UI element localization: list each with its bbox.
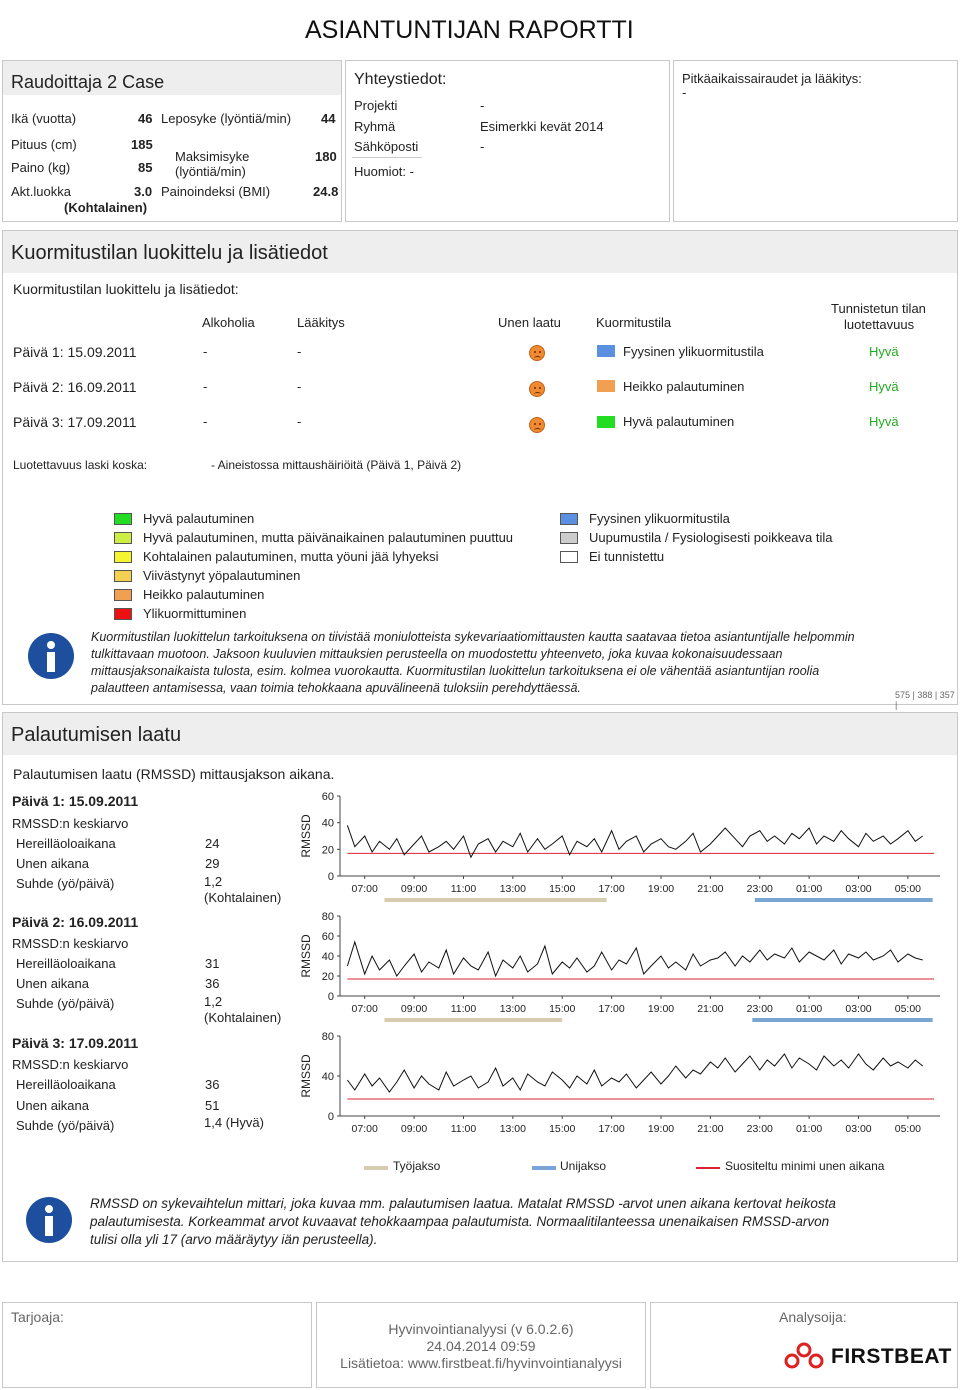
- activity-label: Akt.luokka: [11, 184, 71, 199]
- legend-label: Fyysinen ylikuormitustila: [589, 511, 730, 526]
- col-state: Kuormitustila: [596, 315, 672, 330]
- x-tick-label: 21:00: [697, 1003, 724, 1015]
- x-tick-label: 01:00: [795, 1003, 823, 1015]
- x-tick-label: 23:00: [746, 883, 773, 895]
- x-tick-label: 01:00: [795, 1123, 823, 1135]
- state-color-swatch: [597, 380, 615, 392]
- row-state: Heikko palautuminen: [623, 379, 745, 394]
- sleep-value: 51: [205, 1098, 220, 1113]
- ratio-label: Suhde (yö/päivä): [16, 1118, 115, 1133]
- contact-title: Yhteystiedot:: [354, 71, 447, 88]
- x-tick-label: 03:00: [845, 883, 872, 895]
- awake-label: Hereilläoloaikana: [16, 1077, 116, 1092]
- x-tick-label: 21:00: [697, 883, 724, 895]
- legend-swatch: [114, 513, 132, 525]
- ratio-label: Suhde (yö/päivä): [16, 876, 115, 891]
- y-tick-label: 0: [327, 871, 334, 883]
- notes: Huomiot: -: [354, 164, 414, 179]
- x-tick-label: 19:00: [647, 1003, 675, 1015]
- state-color-swatch: [597, 345, 615, 357]
- ratio-value: 1,4 (Hyvä): [204, 1115, 264, 1130]
- legend-label: Hyvä palautuminen: [143, 511, 255, 526]
- firstbeat-logo-text: FIRSTBEAT: [831, 1345, 952, 1368]
- legend-min-line: [696, 1167, 720, 1169]
- rest-hr-label: Leposyke (lyöntiä/min): [161, 111, 292, 126]
- x-tick-label: 17:00: [598, 1123, 625, 1135]
- project-value: -: [480, 98, 485, 113]
- y-tick-label: 40: [321, 951, 334, 963]
- weight-label: Paino (kg): [11, 160, 71, 175]
- x-tick-label: 13:00: [499, 1123, 526, 1135]
- sleep-face-icon: [529, 417, 545, 433]
- classification-subtitle: Kuormitustilan luokittelu ja lisätiedot:: [13, 281, 239, 297]
- classification-panel: [2, 230, 958, 710]
- ratio-note: (Kohtalainen): [204, 890, 282, 905]
- state-color-swatch: [597, 416, 615, 428]
- legend-swatch: [560, 551, 578, 563]
- x-tick-label: 23:00: [746, 1123, 773, 1135]
- y-tick-label: 20: [321, 971, 334, 983]
- email-label: Sähköposti: [354, 139, 419, 154]
- bmi-label: Painoindeksi (BMI): [161, 184, 271, 199]
- x-tick-label: 07:00: [351, 883, 378, 895]
- row-alcohol: -: [203, 414, 208, 429]
- sleep-value: 36: [205, 976, 220, 991]
- x-tick-label: 05:00: [894, 1003, 922, 1015]
- classification-title: Kuormitustilan luokittelu ja lisätiedot: [11, 242, 328, 264]
- col-medication: Lääkitys: [297, 315, 345, 330]
- x-tick-label: 09:00: [400, 883, 428, 895]
- info-line: palautteen antamisessa, vaan toimia tehokkaana apuvälineenä tuloksiin perehdyttäessä.: [91, 681, 581, 695]
- analyst-label: Analysoija:: [779, 1309, 847, 1325]
- info-line: Kuormitustilan luokittelun tarkoituksena on tiivistää moniulotteista sykevariaatiomittausten kautta saatavaa tietoa asiantuntijalle helpommin: [91, 630, 855, 644]
- x-tick-label: 05:00: [894, 1123, 922, 1135]
- row-day: Päivä 3: 17.09.2011: [13, 414, 137, 430]
- awake-label: Hereilläoloaikana: [16, 836, 116, 851]
- max-hr-label: Maksimisyke: [175, 149, 250, 164]
- x-tick-label: 17:00: [598, 1003, 625, 1015]
- x-tick-label: 15:00: [549, 1003, 576, 1015]
- row-state: Hyvä palautuminen: [623, 414, 735, 429]
- legend-work-line: [364, 1166, 388, 1170]
- sleep-face-icon: [529, 381, 545, 397]
- x-tick-label: 09:00: [400, 1123, 428, 1135]
- report-codes: 575 | 388 | 357 |: [895, 690, 955, 710]
- x-tick-label: 09:00: [400, 1003, 428, 1015]
- legend-sleep-label: Unijakso: [560, 1159, 607, 1173]
- legend-label: Ei tunnistettu: [589, 549, 665, 564]
- legend-label: Kohtalainen palautuminen, mutta yöuni jää lyhyeksi: [143, 549, 439, 564]
- person-panel: [2, 60, 342, 222]
- legend-swatch: [114, 570, 132, 582]
- legend-sleep-line: [532, 1166, 556, 1170]
- rmssd-series-line: [347, 942, 922, 976]
- col-reliability-2: luotettavuus: [844, 317, 915, 332]
- legend-label: Heikko palautuminen: [143, 587, 265, 602]
- activity-value: 3.0: [134, 184, 153, 199]
- classification-info: [91, 629, 951, 697]
- legend-swatch: [114, 608, 132, 620]
- row-medication: -: [297, 344, 302, 359]
- ratio-value: 1,2: [204, 874, 223, 889]
- y-tick-label: 60: [321, 791, 334, 803]
- awake-value: 36: [205, 1077, 220, 1092]
- x-tick-label: 05:00: [894, 883, 922, 895]
- max-hr-unit: (lyöntiä/min): [175, 164, 246, 179]
- legend-min-label: Suositeltu minimi unen aikana: [725, 1159, 885, 1173]
- ratio-value: 1,2: [204, 994, 223, 1009]
- x-tick-label: 07:00: [351, 1123, 378, 1135]
- more-info-link[interactable]: Lisätietoa: www.firstbeat.fi/hyvinvointianalyysi: [340, 1355, 622, 1371]
- x-tick-label: 11:00: [450, 883, 477, 895]
- reliability-reason: - Aineistossa mittaushäiriöitä (Päivä 1, Päivä 2): [211, 458, 462, 472]
- diseases-title: Pitkäaikaissairaudet ja lääkitys:: [682, 71, 862, 86]
- row-reliability: Hyvä: [869, 344, 899, 359]
- legend-swatch: [560, 532, 578, 544]
- ratio-label: Suhde (yö/päivä): [16, 996, 115, 1011]
- y-axis-label: RMSSD: [299, 1054, 313, 1098]
- y-tick-label: 40: [321, 1071, 334, 1083]
- group-label: Ryhmä: [354, 119, 396, 134]
- group-value: Esimerkki kevät 2014: [480, 119, 604, 134]
- x-tick-label: 23:00: [746, 1003, 773, 1015]
- email-value: -: [480, 139, 485, 154]
- sleep-value: 29: [205, 856, 220, 871]
- sleep-label: Unen aikana: [16, 1098, 89, 1113]
- report-date: 24.04.2014 09:59: [426, 1338, 536, 1354]
- age-value: 46: [138, 111, 153, 126]
- rmssd-charts: [290, 788, 950, 1158]
- legend-work-label: Työjakso: [393, 1159, 441, 1173]
- info-icon: [26, 1197, 72, 1243]
- row-state: Fyysinen ylikuormitustila: [623, 344, 764, 359]
- bmi-value: 24.8: [313, 184, 339, 199]
- row-day: Päivä 1: 15.09.2011: [13, 344, 137, 360]
- sleep-label: Unen aikana: [16, 976, 89, 991]
- diseases-value: -: [682, 85, 687, 100]
- rest-hr-value: 44: [321, 111, 336, 126]
- weight-value: 85: [138, 160, 153, 175]
- col-alcohol: Alkoholia: [202, 315, 255, 330]
- y-axis-label: RMSSD: [299, 814, 313, 858]
- x-tick-label: 15:00: [549, 1123, 576, 1135]
- legend-swatch: [114, 589, 132, 601]
- awake-value: 31: [205, 956, 220, 971]
- y-tick-label: 40: [321, 817, 334, 830]
- x-tick-label: 11:00: [450, 1123, 477, 1135]
- y-tick-label: 60: [321, 931, 334, 943]
- day-title: Päivä 2: 16.09.2011: [12, 914, 139, 930]
- row-medication: -: [297, 414, 302, 429]
- recovery-info: [90, 1195, 950, 1249]
- day-title: Päivä 3: 17.09.2011: [12, 1035, 139, 1051]
- info-line: tulkittavaan muotoon. Jaksoon kuuluvien mittauksien perusteella on muodostettu yhteenveto, joka kuvaa kokonaisuudessaan: [91, 647, 783, 661]
- recovery-title: Palautumisen laatu: [11, 724, 182, 746]
- reliability-reason-label: Luotettavuus laski koska:: [13, 458, 148, 472]
- sleep-face-icon: [529, 345, 545, 361]
- legend-label: Hyvä palautuminen, mutta päivänaikainen palautuminen puuttuu: [143, 530, 514, 545]
- person-name: Raudoittaja 2 Case: [11, 72, 165, 92]
- report-title: ASIANTUNTIJAN RAPORTTI: [305, 16, 634, 44]
- age-label: Ikä (vuotta): [11, 111, 77, 126]
- col-sleep-quality: Unen laatu: [498, 315, 561, 330]
- height-value: 185: [131, 137, 153, 152]
- x-tick-label: 15:00: [549, 883, 576, 895]
- x-tick-label: 19:00: [647, 883, 675, 895]
- day-stats: [12, 793, 297, 809]
- info-line: mittausjaksonaikaista tulosta, esim. kolmea vuorokautta. Kuormitustilan luokittelun tarkoituksena ei ole vähentää asiantuntijan roolia: [91, 664, 820, 678]
- legend-label: Viivästynyt yöpalautuminen: [143, 568, 301, 583]
- y-tick-label: 0: [327, 991, 334, 1003]
- avg-label: RMSSD:n keskiarvo: [12, 936, 129, 951]
- x-tick-label: 11:00: [450, 1003, 477, 1015]
- x-tick-label: 17:00: [598, 883, 625, 895]
- ratio-note: (Kohtalainen): [204, 1010, 282, 1025]
- y-axis-label: RMSSD: [299, 934, 313, 978]
- provider-label: Tarjoaja:: [11, 1309, 64, 1325]
- y-tick-label: 80: [321, 911, 334, 923]
- row-day: Päivä 2: 16.09.2011: [13, 379, 137, 395]
- activity-note: (Kohtalainen): [64, 200, 148, 215]
- row-reliability: Hyvä: [869, 379, 899, 394]
- legend-label: Ylikuormittuminen: [143, 606, 247, 621]
- info-line: RMSSD on sykevaihtelun mittari, joka kuvaa mm. palautumisen laatua. Matalat RMSSD -arvot unen aikana kertovat heikosta: [90, 1196, 836, 1211]
- row-reliability: Hyvä: [869, 414, 899, 429]
- y-tick-label: 80: [321, 1031, 334, 1043]
- x-tick-label: 03:00: [845, 1003, 872, 1015]
- day-title: Päivä 1: 15.09.2011: [12, 793, 139, 809]
- col-reliability: Tunnistetun tilan: [831, 301, 926, 316]
- footer-provider: [2, 1302, 312, 1388]
- legend-label: Uupumustila / Fysiologisesti poikkeava tila: [589, 530, 833, 545]
- info-line: tulisi olla yli 17 (arvo määräytyy iän perusteella).: [90, 1232, 378, 1247]
- avg-label: RMSSD:n keskiarvo: [12, 1057, 129, 1072]
- x-tick-label: 21:00: [697, 1123, 724, 1135]
- awake-value: 24: [205, 836, 220, 851]
- footer-analyst: [650, 1302, 958, 1388]
- rmssd-series-line: [347, 1054, 922, 1092]
- height-label: Pituus (cm): [11, 137, 77, 152]
- legend-swatch: [114, 551, 132, 563]
- row-alcohol: -: [203, 344, 208, 359]
- awake-label: Hereilläoloaikana: [16, 956, 116, 971]
- legend-swatch: [114, 532, 132, 544]
- y-tick-label: 0: [327, 1111, 334, 1123]
- project-label: Projekti: [354, 98, 398, 113]
- info-line: palautumisesta. Korkeammat arvot kuvaavat tehokkaampaa palautumista. Normaalitilanteessa unenaikaisen RMSSD-arvon: [90, 1214, 830, 1229]
- row-alcohol: -: [203, 379, 208, 394]
- x-tick-label: 13:00: [499, 1003, 526, 1015]
- diseases-panel: [673, 60, 958, 222]
- x-tick-label: 01:00: [795, 883, 823, 895]
- legend-swatch: [560, 513, 578, 525]
- recovery-subtitle: Palautumisen laatu (RMSSD) mittausjakson aikana.: [13, 766, 335, 782]
- rmssd-series-line: [347, 825, 922, 857]
- avg-label: RMSSD:n keskiarvo: [12, 816, 129, 831]
- product-version: Hyvinvointianalyysi (v 6.0.2.6): [388, 1321, 574, 1337]
- row-medication: -: [297, 379, 302, 394]
- footer-product: [316, 1302, 646, 1388]
- firstbeat-logo-icon: [783, 1337, 825, 1373]
- max-hr-value: 180: [315, 149, 337, 164]
- y-tick-label: 20: [321, 844, 334, 857]
- x-tick-label: 03:00: [845, 1123, 872, 1135]
- sleep-label: Unen aikana: [16, 856, 89, 871]
- x-tick-label: 13:00: [499, 883, 526, 895]
- info-icon: [28, 633, 74, 679]
- x-tick-label: 07:00: [351, 1003, 378, 1015]
- contact-panel: [345, 60, 670, 222]
- x-tick-label: 19:00: [647, 1123, 675, 1135]
